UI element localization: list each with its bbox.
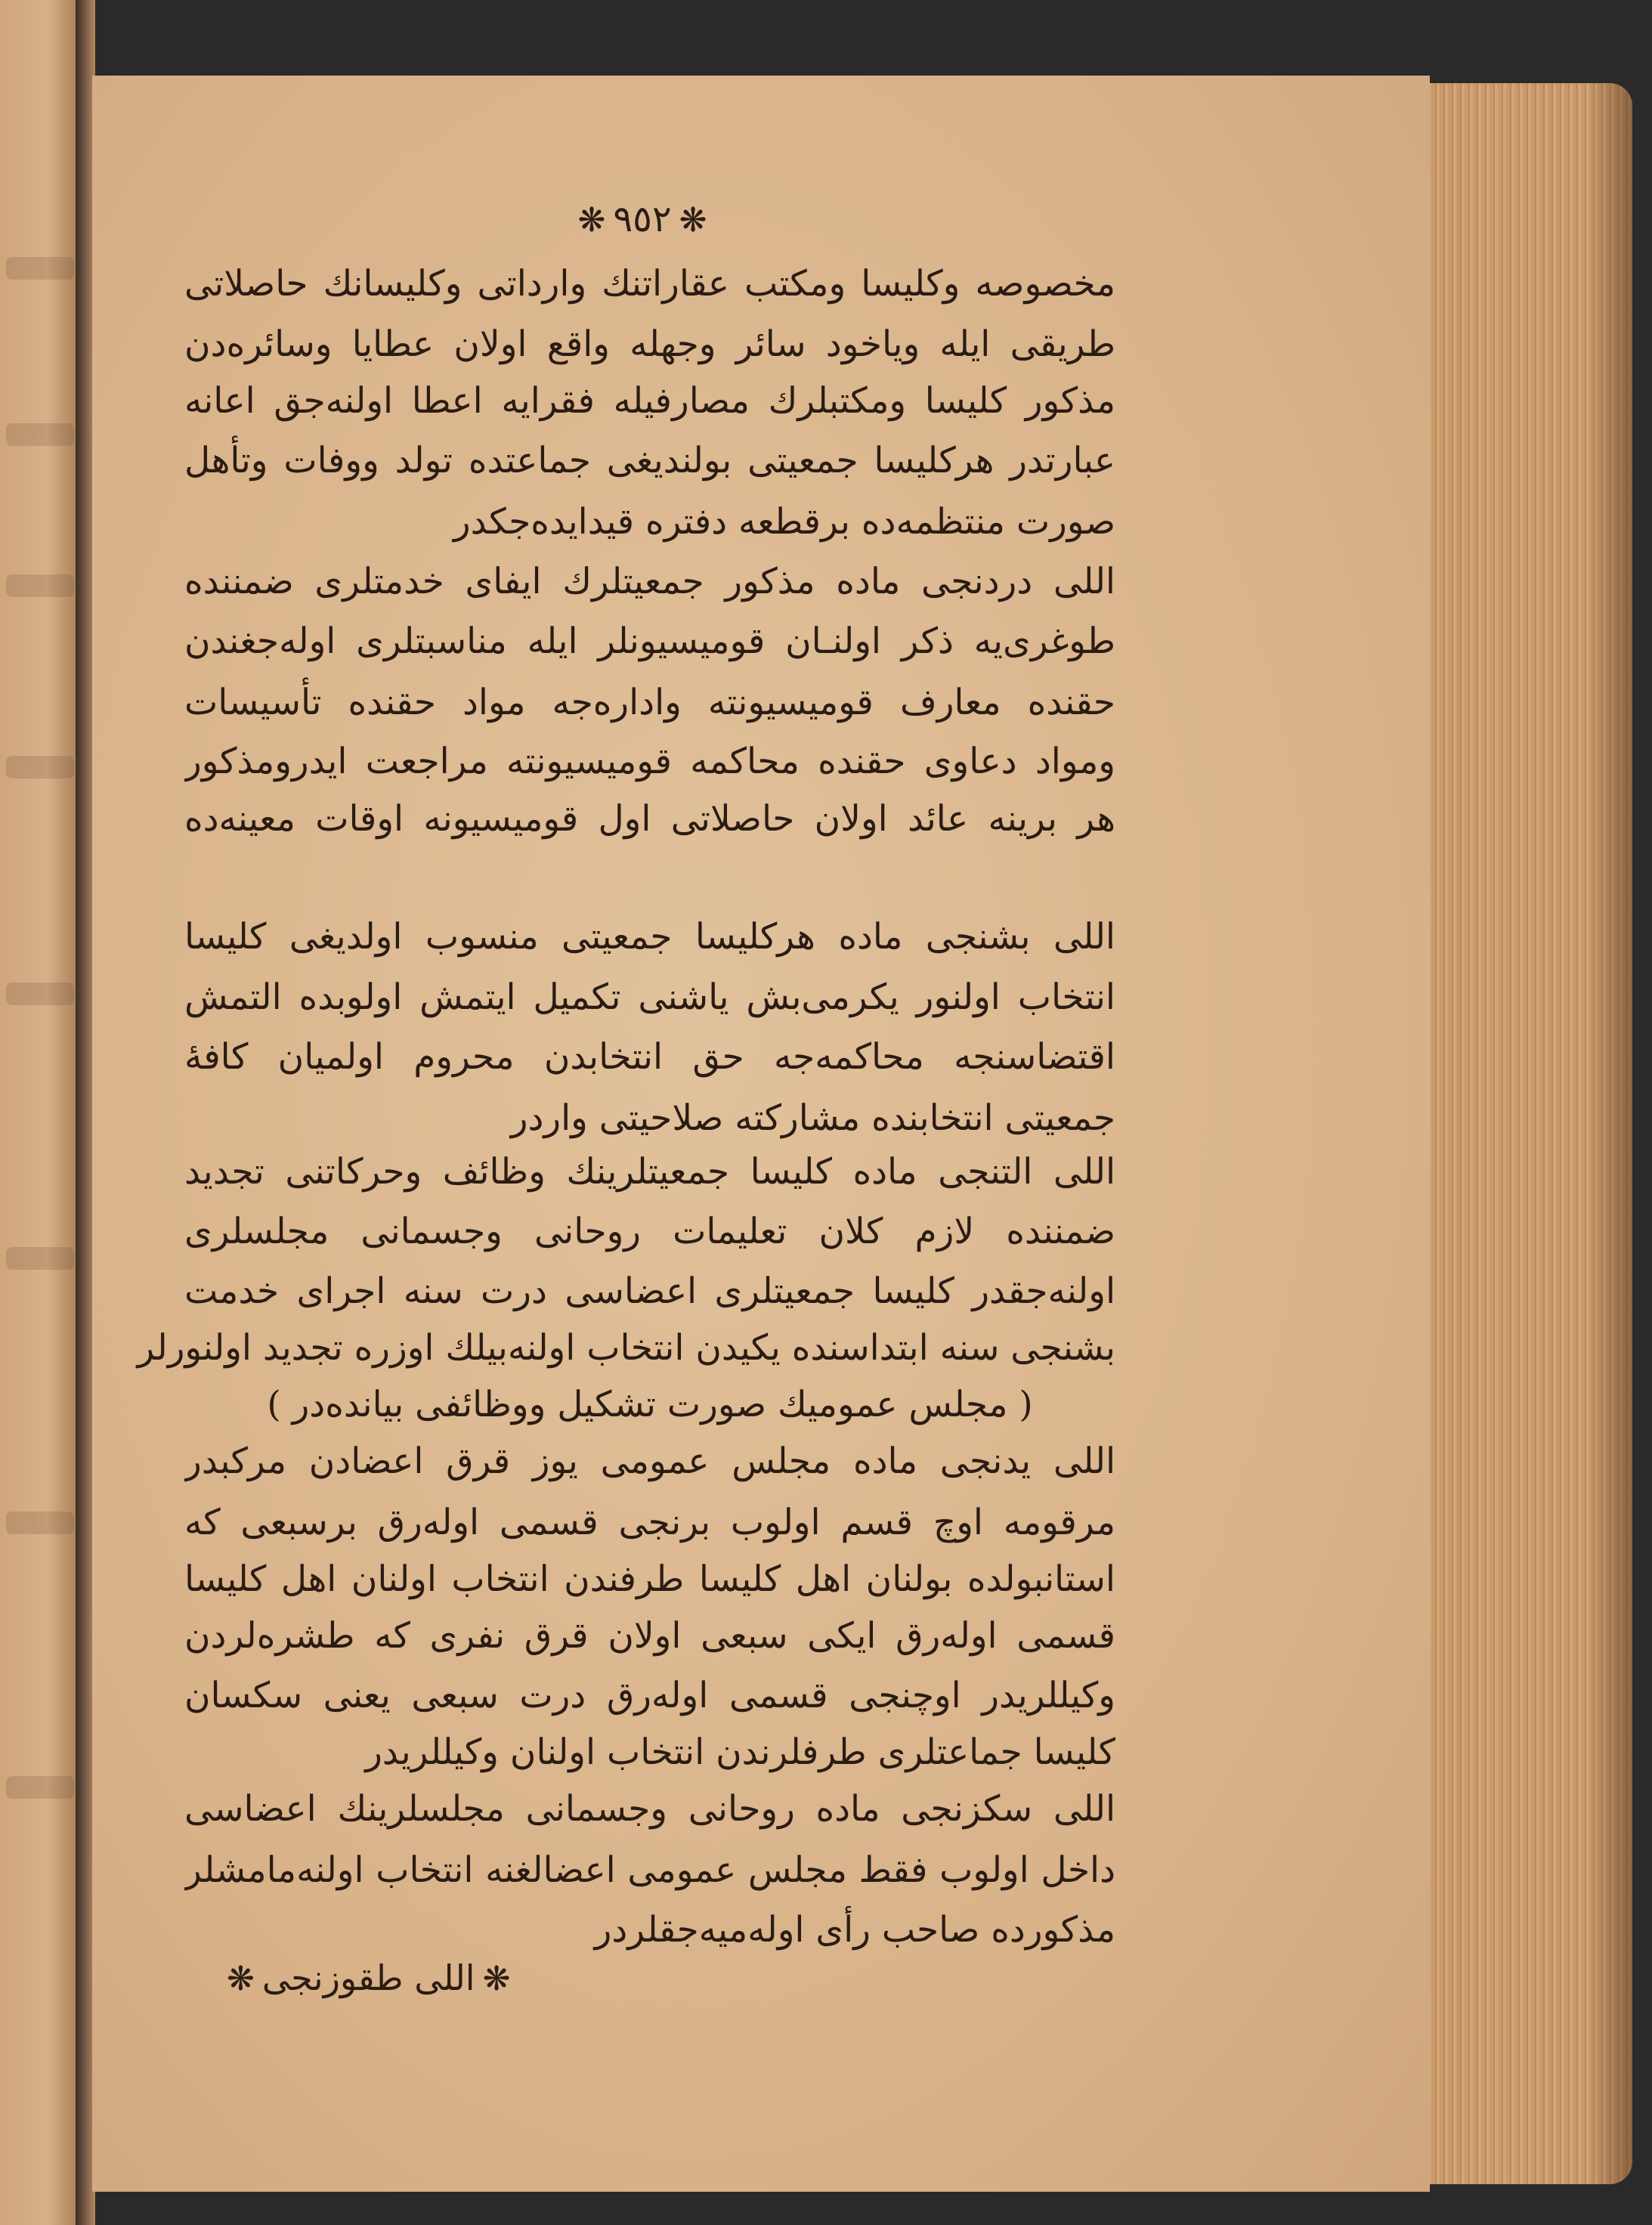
text-line: وكيللريدر اوچنجى قسمى اوله‌رق درت سبعى يعنى سكسان <box>184 1675 1115 1716</box>
text-line: استانبولده بولنان اهل كليسا طرفندن انتخاب اولنان اهل كليسا <box>184 1558 1115 1600</box>
text-line: مخصوصه وكليسا ومكتب عقاراتنك وارداتى وكليسانك حاصلاتى <box>184 263 1115 305</box>
text-line: مذكور كليسا ومكتبلرك مصارفيله فقرايه اعطا اولنه‌جق اعانه <box>184 380 1115 422</box>
text-line: كليسا جماعتلرى طرفلرندن انتخاب اولنان وكيللريدر <box>365 1731 1115 1773</box>
text-line: طوغرى‌يه ذكر اولنـان قوميسيونلر ايله مناسبتلرى اوله‌جغندن <box>184 620 1115 662</box>
text-line: عبارتدر هركليسا جمعيتى بولنديغى جماعتده تولد ووفات وتأهل <box>184 440 1115 481</box>
text-line: انتخاب اولنور يكرمى‌بش ياشنى تكميل ايتمش اولوبده التمش <box>184 976 1115 1018</box>
text-line: اللى دردنجى ماده مذكور جمعيتلرك ايفاى خدمتلرى ضمننده <box>184 561 1115 602</box>
text-line: اللى التنجى ماده كليسا جمعيتلرينك وظائف وحركاتنى تجديد <box>184 1151 1115 1193</box>
text-line: هر برينه عائد اولان حاصلاتى اول قوميسيونه اوقات معينه‌ده <box>184 798 1115 840</box>
text-line: ضمننده لازم كلان تعليمات روحانى وجسمانى مجلسلرى <box>184 1211 1115 1252</box>
left-page-text-fragment <box>6 257 74 280</box>
page-number: ٩٥٢ <box>613 198 672 240</box>
left-page-text-fragment <box>6 574 74 597</box>
text-line: ومواد دعاوى حقنده محاكمه قوميسيونته مراجعت ايدرومذكور <box>184 741 1115 782</box>
left-page-text-fragment <box>6 1512 74 1534</box>
text-line: حقنده معارف قوميسيونته واداره‌جه مواد حقنده تأسيسات <box>184 682 1115 723</box>
text-line: اولنه‌جقدر كليسا جمعيتلرى اعضاسى درت سنه اجراى خدمت <box>184 1270 1115 1312</box>
text-line: اللى سكزنجى ماده روحانى وجسمانى مجلسلرينك اعضاسى <box>184 1788 1115 1830</box>
page-block-edges <box>1398 83 1632 2184</box>
ornament-icon: ❋ <box>482 1960 511 1998</box>
text-line: بشنجى سنه ابتداسنده يكيدن انتخاب اولنه‌بيلك اوزره تجديد اولنورلر <box>137 1327 1115 1369</box>
ornament-icon: ❋ <box>577 201 606 240</box>
text-line: اللى يدنجى ماده مجلس عمومى يوز قرق اعضادن مركبدر <box>184 1441 1115 1482</box>
text-line: صورت منتظمه‌ده برقطعه دفتره قيدايده‌جكدر <box>453 501 1115 543</box>
section-heading: ( مجلس عموميك صورت تشكيل ووظائفى بيانده‌در ) <box>267 1384 1033 1425</box>
catchword-text: اللى طقوزنجى <box>261 1957 475 1998</box>
ornament-icon: ❋ <box>679 201 707 240</box>
text-line: مرقومه اوچ قسم اولوب برنجى قسمى اوله‌رق برسبعى كه <box>184 1502 1115 1543</box>
ornament-icon: ❋ <box>227 1960 255 1998</box>
facing-left-page <box>0 0 79 2225</box>
page-header <box>529 198 756 240</box>
text-line: طريقى ايله وياخود سائر وجهله واقع اولان عطايا وسائره‌دن <box>184 323 1115 365</box>
text-line: داخل اولوب فقط مجلس عمومى اعضالغنه انتخاب اولنه‌مامشلر <box>184 1849 1115 1891</box>
text-line: جمعيتى انتخابنده مشاركته صلاحيتى واردر <box>510 1097 1115 1139</box>
catchword <box>219 1957 518 1998</box>
text-line: مذكورده صاحب رأى اوله‌ميه‌جقلردر <box>594 1909 1115 1951</box>
text-line: قسمى اوله‌رق ايكى سبعى اولان قرق نفرى كه طشره‌لردن <box>184 1615 1115 1657</box>
left-page-text-fragment <box>6 756 74 778</box>
left-page-text-fragment <box>6 423 74 446</box>
text-line: اقتضاسنجه محاكمه‌جه حق انتخابدن محروم اولميان كافهٔ <box>184 1036 1115 1078</box>
text-line: اللى بشنجى ماده هركليسا جمعيتى منسوب اولديغى كليسا <box>184 916 1115 958</box>
left-page-text-fragment <box>6 1247 74 1270</box>
left-page-text-fragment <box>6 1776 74 1799</box>
left-page-text-fragment <box>6 983 74 1005</box>
